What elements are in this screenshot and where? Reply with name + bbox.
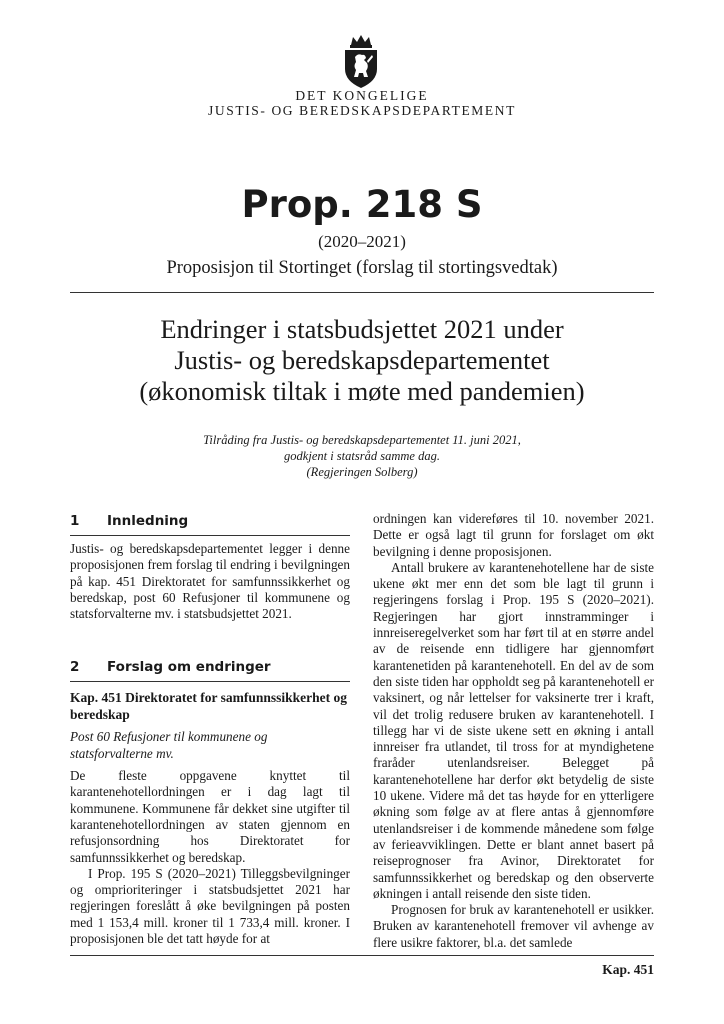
footer-divider [70,955,654,956]
approval-line-1: Tilråding fra Justis- og beredskapsdepartementet 11. juni 2021, [203,433,521,447]
section-2-heading [70,659,350,682]
department-line-2: JUSTIS- OG BEREDSKAPSDEPARTEMENT [208,103,516,118]
left-column [70,513,350,947]
section-2-title: Forslag om endringer [107,659,271,676]
section-2-number: 2 [70,659,80,676]
approval-line-2: godkjent i statsråd samme dag. [284,449,440,463]
post-heading: Post 60 Refusjoner til kommunene og statsforvalterne mv. [70,729,268,761]
main-title-line-1: Endringer i statsbudsjettet 2021 under [160,314,564,344]
right-paragraph-1: ordningen kan videreføres til 10. november 2021. Dette er også lagt til grunn for forslaget om økt bevilgning i denne proposisjonen. [373,511,654,559]
section-2-paragraph-2: I Prop. 195 S (2020–2021) Tilleggsbevilgninger og omprioriteringer i statsbudsjettet 2021 har regjeringen foreslått å øke bevilgningen på posten med 1 153,4 mill. kroner til 1 733,4 mill. kroner. I proposisjonen ble det tatt høyde for at [70,865,350,947]
proposition-subtitle: Proposisjon til Stortinget (forslag til stortingsvedtak) [166,258,558,278]
section-1-number: 1 [70,513,80,529]
main-title [0,314,724,407]
main-title-line-3: (økonomisk tiltak i møte med pandemien) [139,376,585,406]
title-divider [70,292,654,293]
right-paragraph-3: Prognosen for bruk av karantenehotell er usikker. Bruken av karantenehotell fremover vil avhenge av flere usikre faktorer, bl.a. det samlede [373,902,654,950]
section-1-text: Justis- og beredskapsdepartementet legger i denne proposisjonen frem forslag til endring i bevilgningen på kap. 451 Direktoratet for samfunnssikkerhet og beredskap, post 60 Refusjoner til kommunene og statsforvalterne mv. i statsbudsjettet 2021. [70,541,350,622]
section-1-heading [70,513,350,536]
coat-of-arms-logo [337,33,385,89]
footer-chapter-label: Kap. 451 [602,962,654,977]
kap-heading: Kap. 451 Direktoratet for samfunnssikkerhet og beredskap [70,690,347,722]
proposition-year: (2020–2021) [318,232,406,251]
approval-note [0,432,724,480]
department-line-1: DET KONGELIGE [295,88,429,103]
proposition-title: Prop. 218 S [241,183,483,226]
section-2-paragraph-1: De fleste oppgavene knyttet til karantenehotellordningen er i dag lagt til kommunene. Kommunene får dekket sine utgifter til karantenehotellordningen av staten gjennom en refusjonsordning hos Direktoratet for samfunnssikkerhet og beredskap. [70,768,350,865]
right-paragraph-2: Antall brukere av karantenehotellene har de siste ukene økt mer enn det som ble lagt til grunn i regjeringens forslag i Prop. 195 S (2020–2021). Regjeringen har gjort innstramminger i innreiseregelverket som har ført til at en større andel av de reisende enn tidligere har gjennomført karantenetiden på karantenehotell. En del av de som den siste tiden har oppholdt seg på karantenehotell er vaksinert, og når lettelser for vaksinerte trer i kraft, vil det trolig redusere bruken av karantenehotell. I tillegg har vi de siste ukene sett en økning i antall innreiser fra utlandet, til tross for at myndighetene fraråder utenlandsreiser. Belegget på karantenehotellene har derfor økt betydelig de siste 10 ukene. Videre må det tas høyde for en ytterligere økning som følge av at flere antas å gjennomføre utenlandsreiser i de kommende månedene som følge av ferieavviklingen. Dette er blant annet basert på reiseprognoser fra Avinor, Direktoratet for samfunnssikkerhet og beredskap og den observerte økningen i antall reisende den siste tiden. [373,559,654,901]
main-title-line-2: Justis- og beredskapsdepartementet [174,345,550,375]
section-1-title: Innledning [107,513,189,529]
right-column [373,511,654,951]
approval-line-3: (Regjeringen Solberg) [306,465,418,479]
